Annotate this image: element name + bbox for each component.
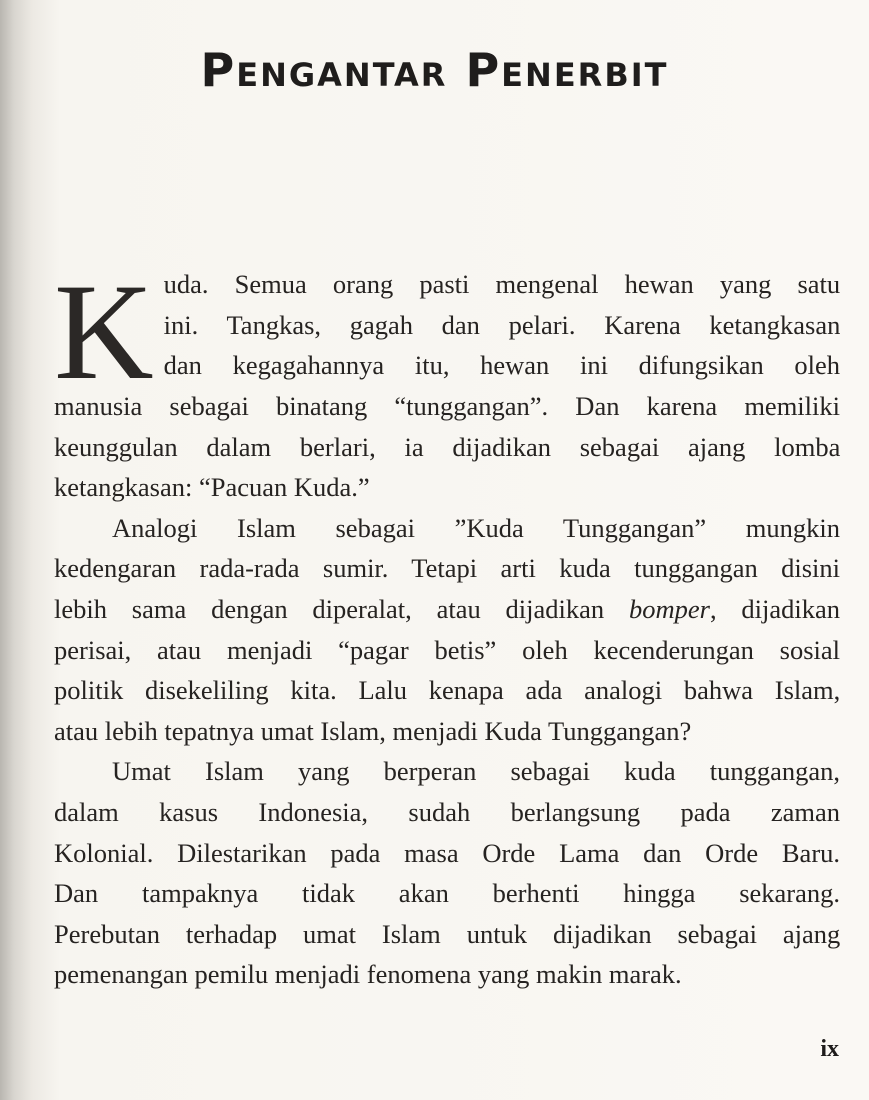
paragraph-3 — [54, 751, 840, 995]
text-line: ketangkasan: “Pacuan Kuda.” — [54, 472, 370, 503]
text-line: Perebutan terhadap umat Islam untuk dijadikan sebagai ajang — [54, 918, 841, 949]
text-line: kedengaran rada-rada sumir. Tetapi arti kuda tunggangan disini — [54, 553, 840, 584]
body-text — [54, 255, 841, 995]
page-number: ix — [820, 1036, 839, 1062]
text-line: Umat Islam yang berperan sebagai kuda tunggangan, — [112, 756, 840, 787]
text-line: keunggulan dalam berlari, ia dijadikan sebagai ajang lomba — [54, 431, 841, 462]
text-line: politik disekeliling kita. Lalu kenapa ada analogi bahwa Islam, — [54, 675, 841, 706]
text-line: Analogi Islam sebagai ”Kuda Tunggangan” mungkin — [112, 512, 841, 543]
text-line: pemenangan pemilu menjadi fenomena yang makin marak. — [54, 959, 682, 990]
italic-term: bomper — [628, 593, 710, 624]
text-line: Dan tampaknya tidak akan berhenti hingga sekarang. — [54, 878, 840, 909]
paragraph-2 — [54, 508, 840, 752]
text-segment: , dijadikan — [709, 593, 840, 624]
text-line: ini. Tangkas, gagah dan pelari. Karena ketangkasan — [163, 309, 841, 340]
page-title: Pengantar Penerbit — [200, 43, 669, 97]
text-line: perisai, atau menjadi “pagar betis” oleh kecenderungan sosial — [54, 634, 840, 665]
drop-cap: K — [54, 255, 154, 408]
paragraph-1 — [54, 255, 841, 508]
text-line: atau lebih tepatnya umat Islam, menjadi Kuda Tunggangan? — [54, 715, 692, 746]
text-segment: lebih sama dengan diperalat, atau dijadikan — [54, 593, 629, 624]
text-line: dalam kasus Indonesia, sudah berlangsung pada zaman — [54, 796, 840, 827]
text-line: manusia sebagai binatang “tunggangan”. Dan karena memiliki — [54, 391, 841, 421]
text-line: Kolonial. Dilestarikan pada masa Orde Lama dan Orde Baru. — [54, 837, 841, 868]
text-line — [54, 589, 840, 630]
text-line: uda. Semua orang pasti mengenal hewan yang satu — [163, 269, 841, 299]
text-line: dan kegagahannya itu, hewan ini difungsikan oleh — [163, 350, 841, 381]
